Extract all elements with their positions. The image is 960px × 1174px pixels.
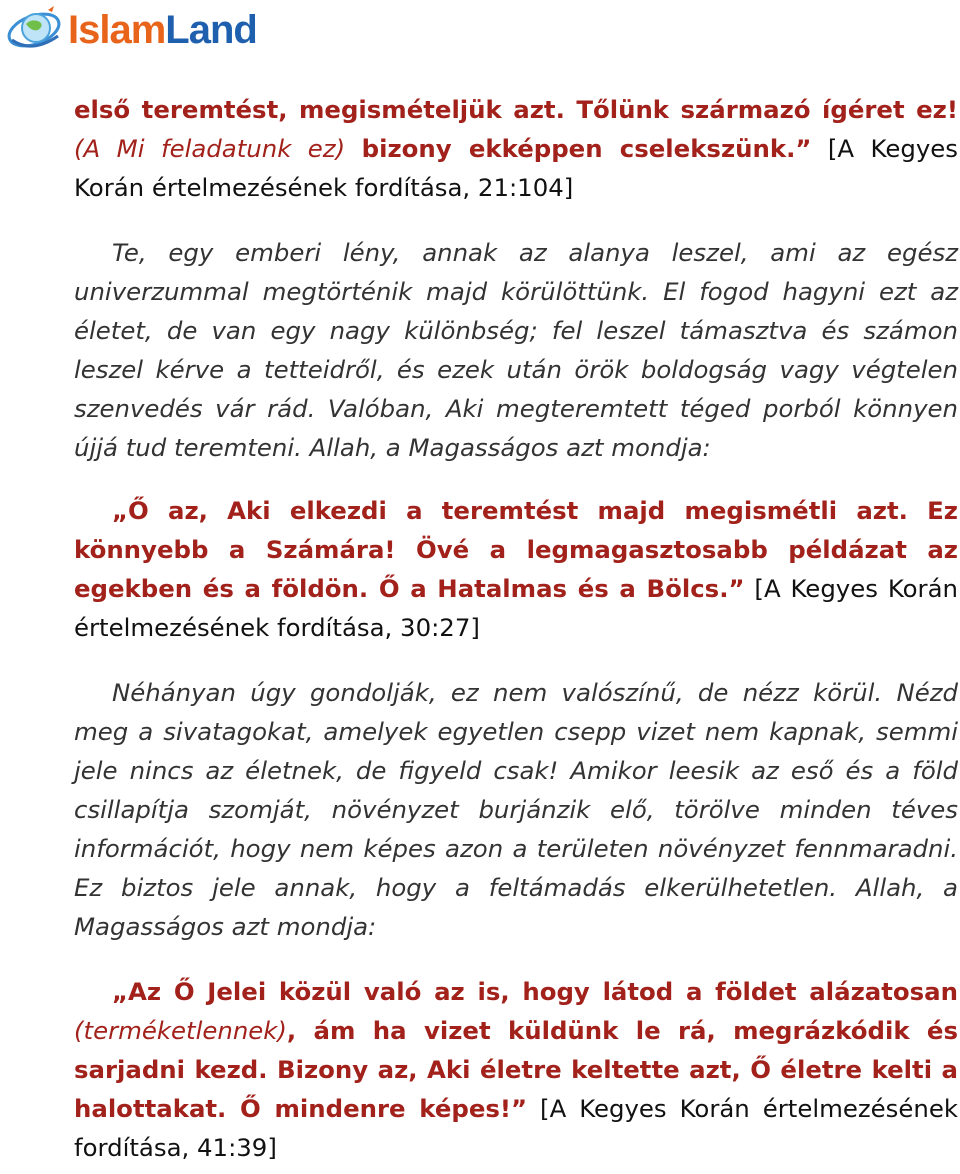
body-text: Néhányan úgy gondolják, ez nem valószínű, de nézz körül. Nézd meg a sivatagokat, amelyek egyetlen csepp vizet nem kapnak, semmi jele nincs az életnek, de figyeld csak! bbox=[74, 678, 958, 785]
brand-part-1: Islam bbox=[68, 8, 166, 52]
paragraph-2 bbox=[74, 233, 958, 467]
article-body bbox=[74, 90, 958, 1167]
body-text: El fogod hagyni ezt az életet, de van egy nagy különbség; fel leszel támasztva és számon leszel kérve a tetteidről, és ezek után örök boldogság vagy végtelen szenvedés vár rád. Valóban, Aki megteremtett téged porból könnyen újjá tud teremteni. Allah, a Magasságos azt mondja: bbox=[74, 277, 958, 462]
body-text: Te, egy emberi lény, annak az alanya leszel, ami az egész univerzummal megtörténik majd körülöttünk. bbox=[74, 238, 958, 306]
quote-parenthetical: (A Mi feladatunk ez) bbox=[74, 134, 346, 163]
quran-quote: „Ő az, Aki elkezdi a teremtést majd megismétli azt. Ez könnyebb a Számára! Övé a legmagasztosabb példázat az egekben és a földön. Ő a Hatalmas és a Bölcs.” bbox=[74, 496, 958, 603]
quran-quote: , ám ha vizet küldünk le rá, megrázkódik és sarjadni kezd. Bizony az, Aki életre keltette azt, Ő életre kelti a halottakat. Ő mindenre képes!” bbox=[74, 1016, 958, 1123]
brand-name bbox=[68, 6, 257, 54]
quote-reference: [A Kegyes Korán értelmezésének fordítása, 21:104] bbox=[74, 134, 958, 202]
body-text: Amikor leesik az eső és a föld csillapítja szomját, növényzet burjánzik elő, törölve minden téves információt, hogy nem képes azon a területen növényzet fennmaradni. Ez biztos jele annak, hogy a feltámadás elkerülhetetlen. Allah, a Magasságos azt mondja: bbox=[74, 756, 959, 941]
quran-quote: első teremtést, megismételjük azt. Tőlünk származó ígéret ez! bbox=[74, 95, 958, 124]
paragraph-1 bbox=[74, 90, 958, 207]
quote-reference: [A Kegyes Korán értelmezésének fordítása, 30:27] bbox=[74, 574, 958, 642]
quote-parenthetical: (terméketlennek) bbox=[74, 1016, 287, 1045]
brand-part-2: Land bbox=[165, 8, 257, 52]
quran-quote: „Az Ő Jelei közül való az is, hogy látod a földet alázatosan bbox=[112, 977, 958, 1006]
islamland-logo bbox=[4, 4, 274, 56]
quote-reference: [A Kegyes Korán értelmezésének fordítása, 41:39] bbox=[74, 1094, 958, 1162]
paragraph-4 bbox=[74, 673, 958, 946]
quran-quote: bizony ekképpen cselekszünk.” bbox=[361, 134, 812, 163]
paragraph-3 bbox=[74, 491, 958, 647]
globe-icon bbox=[4, 4, 66, 56]
paragraph-5 bbox=[74, 972, 958, 1167]
